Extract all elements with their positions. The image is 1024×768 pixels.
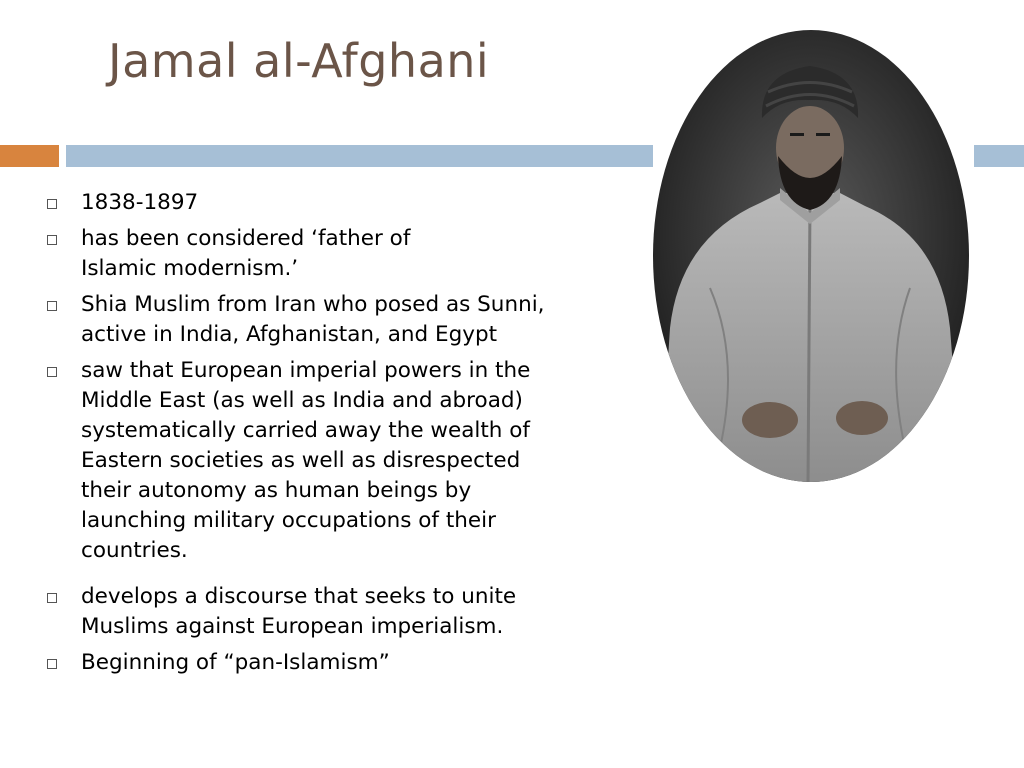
bullet-text: Beginning of “pan-Islamism” — [81, 650, 390, 675]
bullet-text: develops a discourse that seeks to unite Muslims against European imperialism. — [81, 584, 517, 639]
bullet-item — [44, 188, 624, 218]
bullet-item — [44, 582, 624, 642]
bullet-box-icon — [47, 659, 57, 669]
slide-title: Jamal al-Afghani — [108, 34, 490, 88]
bullet-box-icon — [47, 235, 57, 245]
accent-bar-orange — [0, 145, 59, 167]
bullet-item — [44, 290, 624, 350]
accent-bar-blue-right — [974, 145, 1024, 167]
bullet-box-icon — [47, 301, 57, 311]
bullet-box-icon — [47, 593, 57, 603]
portrait-photo — [650, 28, 972, 484]
bullet-item — [44, 356, 624, 566]
accent-bar-blue — [66, 145, 653, 167]
bullet-list — [44, 188, 624, 684]
bullet-item — [44, 224, 624, 284]
bullet-box-icon — [47, 367, 57, 377]
bullet-box-icon — [47, 199, 57, 209]
bullet-text: saw that European imperial powers in the Middle East (as well as India and abroad) systematically carried away the wealth of Eastern societies as well as disrespected their autonomy as human beings by launching military occupations of their countries. — [81, 358, 531, 563]
bullet-text: has been considered ‘father of Islamic modernism.’ — [81, 226, 411, 281]
bullet-text: 1838-1897 — [81, 190, 199, 215]
bullet-text: Shia Muslim from Iran who posed as Sunni, active in India, Afghanistan, and Egypt — [81, 292, 545, 347]
bullet-item — [44, 648, 624, 678]
